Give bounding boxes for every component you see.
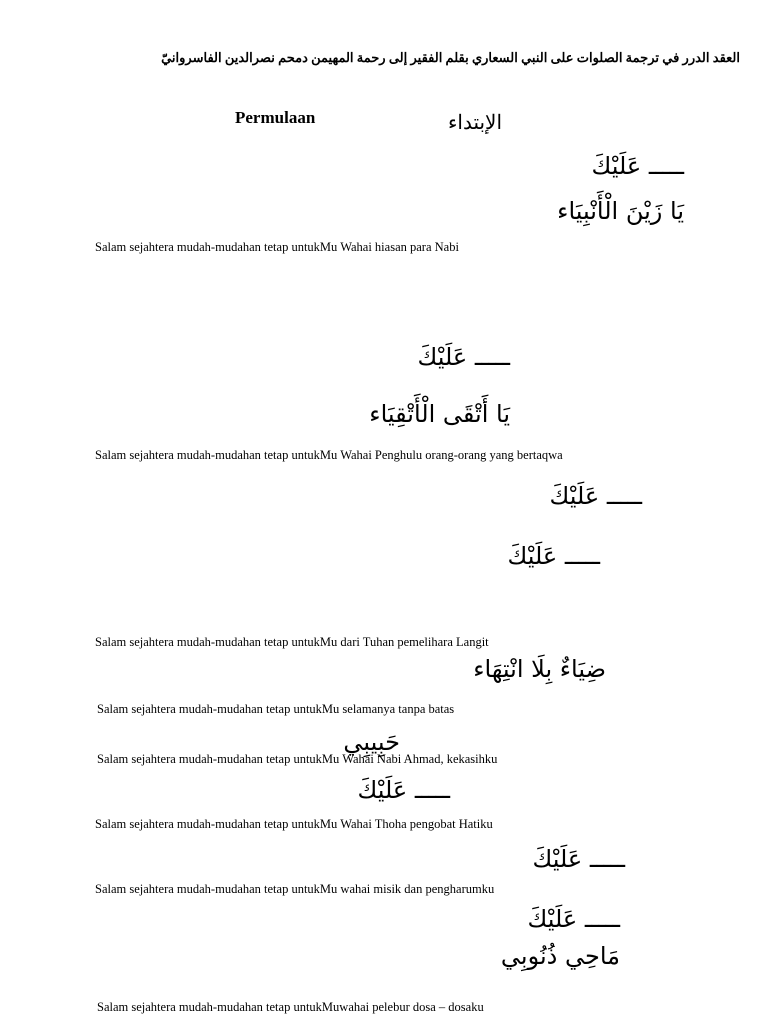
arabic-verse-line: ـــــ عَلَيْكَ — [357, 776, 450, 804]
translation-line: Salam sejahtera mudah-mudahan tetap untukMuwahai pelebur dosa – dosaku — [97, 1000, 484, 1014]
section-title-latin: Permulaan — [235, 108, 316, 127]
translation-line: Salam sejahtera mudah-mudahan tetap untukMu selamanya tanpa batas — [97, 702, 455, 716]
arabic-verse-line: مَاحِي ذُنُوبِي — [500, 942, 620, 970]
arabic-verse-line: حَبِيبِي — [343, 728, 400, 756]
arabic-verse-line: ـــــ عَلَيْكَ — [507, 542, 600, 570]
document-header: العقد الدرر في ترجمة الصلوات على النبي السعاري بقلم الفقير إلى رحمة المهيمن دمحم نصرالدين الفاسروانيّ — [161, 50, 740, 65]
translation-line: Salam sejahtera mudah-mudahan tetap untukMu Wahai hiasan para Nabi — [95, 240, 459, 254]
section-title-arabic: الإبتداء — [448, 112, 503, 134]
translation-line: Salam sejahtera mudah-mudahan tetap untukMu Wahai Nabi Ahmad, kekasihku — [97, 752, 498, 766]
translation-line: Salam sejahtera mudah-mudahan tetap untukMu wahai misik dan pengharumku — [95, 882, 495, 896]
arabic-verse-line: ضِيَاءٌ بِلَا انْتِهَاء — [473, 655, 606, 683]
arabic-verse-line: ـــــ عَلَيْكَ — [527, 905, 620, 933]
translation-line: Salam sejahtera mudah-mudahan tetap untukMu Wahai Penghulu orang-orang yang bertaqwa — [95, 448, 563, 462]
translation-line: Salam sejahtera mudah-mudahan tetap untukMu Wahai Thoha pengobat Hatiku — [95, 817, 493, 831]
arabic-verse-line: ـــــ عَلَيْكَ — [549, 482, 642, 510]
arabic-verse-line: ـــــ عَلَيْكَ — [532, 845, 625, 873]
arabic-verse-line: ـــــ عَلَيْكَ — [591, 152, 684, 180]
arabic-verse-line: ـــــ عَلَيْكَ — [417, 343, 510, 371]
arabic-verse-line: يَا أَتْقَى الْأَتْقِيَاء — [369, 400, 510, 428]
translation-line: Salam sejahtera mudah-mudahan tetap untukMu dari Tuhan pemelihara Langit — [95, 635, 489, 649]
arabic-verse-line: يَا زَيْنَ الْأَنْبِيَاء — [557, 197, 684, 225]
